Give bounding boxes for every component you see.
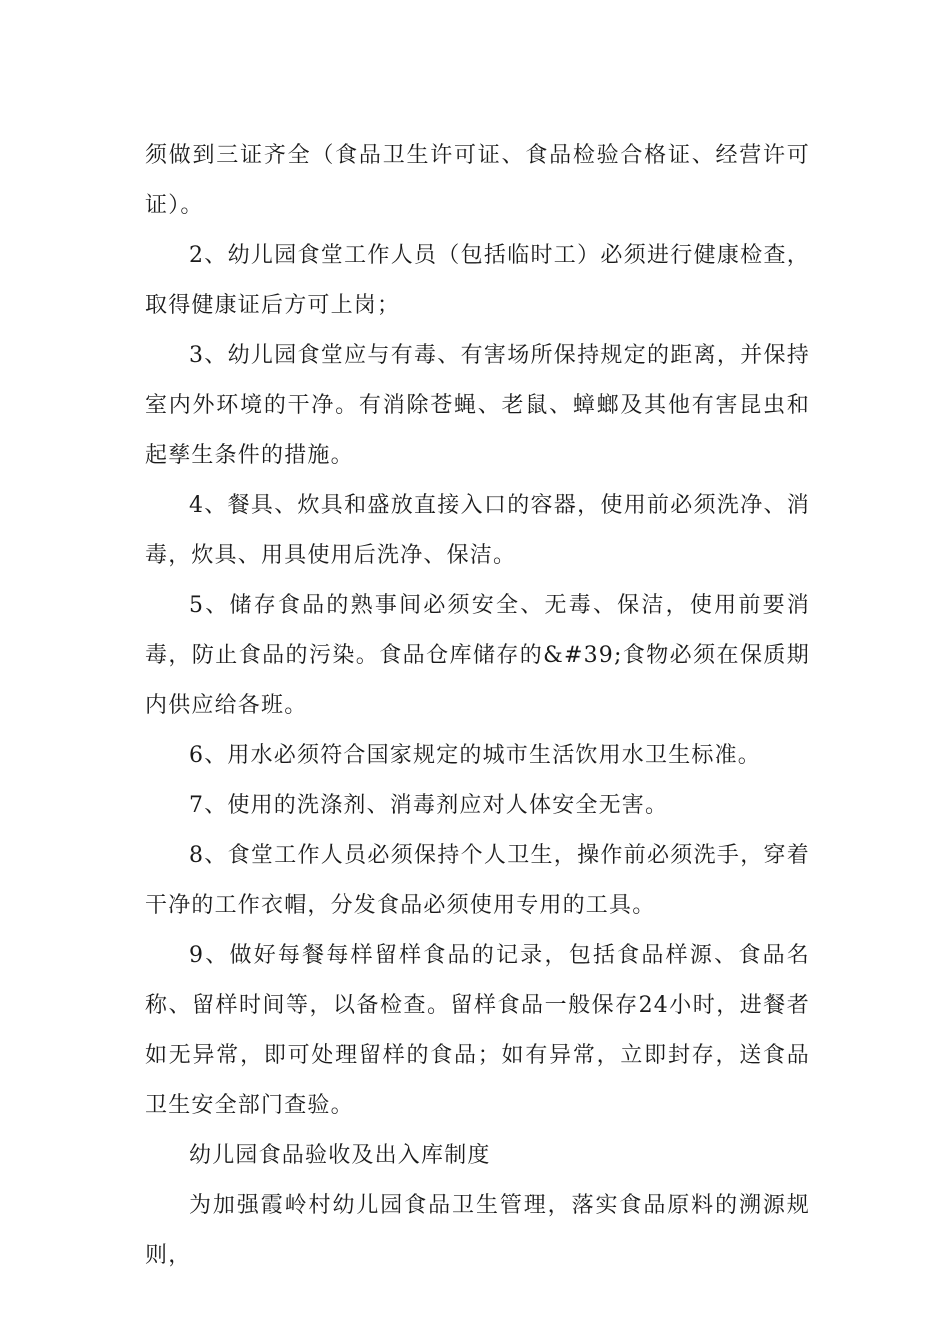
paragraph-rule-7: 7、使用的洗涤剂、消毒剂应对人体安全无害。 — [189, 793, 669, 818]
paragraph-section-intro: 为加强霞岭村幼儿园食品卫生管理，落实食品原料的溯源规则， — [145, 1193, 810, 1268]
document-body — [145, 131, 810, 1281]
paragraph-rule-5: 5、储存食品的熟事间必须安全、无毒、保洁，使用前要消毒，防止食品的污染。食品仓库储存的&#39;食物必须在保质期内供应给各班。 — [145, 593, 810, 718]
paragraph-rule-3: 3、幼儿园食堂应与有毒、有害场所保持规定的距离，并保持室内外环境的干净。有消除苍蝇、老鼠、蟑螂及其他有害昆虫和起孳生条件的措施。 — [145, 343, 810, 468]
paragraph-rule-4: 4、餐具、炊具和盛放直接入口的容器，使用前必须洗净、消毒，炊具、用具使用后洗净、保洁。 — [145, 493, 810, 568]
paragraph-rule-2: 2、幼儿园食堂工作人员（包括临时工）必须进行健康检查，取得健康证后方可上岗； — [145, 243, 810, 318]
paragraph-rule-6: 6、用水必须符合国家规定的城市生活饮用水卫生标准。 — [189, 743, 761, 768]
paragraph-rule-8: 8、食堂工作人员必须保持个人卫生，操作前必须洗手，穿着干净的工作衣帽，分发食品必须使用专用的工具。 — [145, 843, 810, 918]
paragraph-licenses-continued: 须做到三证齐全（食品卫生许可证、食品检验合格证、经营许可证）。 — [145, 143, 810, 218]
section-heading: 幼儿园食品验收及出入库制度 — [189, 1143, 491, 1168]
paragraph-rule-9: 9、做好每餐每样留样食品的记录，包括食品样源、食品名称、留样时间等，以备检查。留样食品一般保存24小时，进餐者如无异常，即可处理留样的食品；如有异常，立即封存，送食品卫生安全部门查验。 — [145, 943, 810, 1118]
